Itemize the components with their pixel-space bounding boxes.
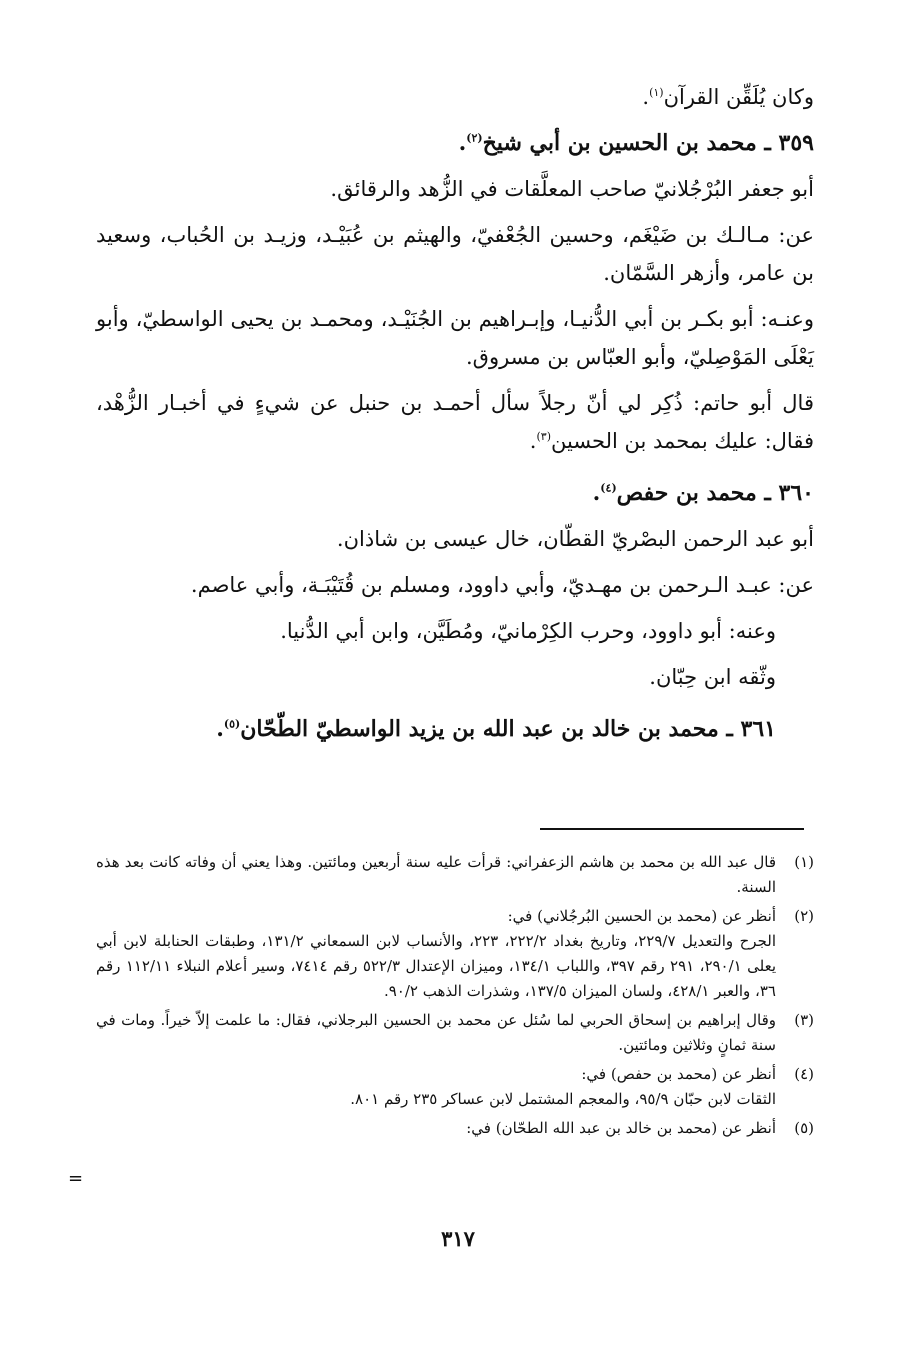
footnote-4 [96, 1062, 814, 1112]
footnote-3 [96, 1008, 814, 1058]
entry-359-heading [96, 124, 814, 162]
entry-359-quote-end: . [529, 429, 537, 453]
opening-end: . [642, 85, 650, 109]
continuation-mark: = [68, 1168, 84, 1189]
entry-359-title: ٣٥٩ ـ محمد بن الحسين بن أبي شيخ [482, 130, 814, 156]
entry-359-students: وعنـه: أبو بكـر بن أبي الدُّنيـا، وإبـراهيم بن الجُنَيْـد، ومحمـد بن يحيى الواسطيّ، وأبو يَعْلَى المَوْصِليّ، وأبو العبّاس بن مسروق. [96, 307, 814, 369]
page-number: ٣١٧ [441, 1226, 475, 1251]
entry-360-title: ٣٦٠ ـ محمد بن حفص [616, 480, 814, 506]
entry-360-description: أبو عبد الرحمن البصْريّ القطّان، خال عيسى بن شاذان. [336, 527, 814, 551]
footnote-1 [96, 850, 814, 900]
entry-361-heading-end: . [216, 716, 224, 742]
footnote-line: قال عبد الله بن محمد بن هاشم الزعفراني: قرأت عليه سنة أربعين ومائتين. وهذا يعني أن وفاته كانت بعد هذه السنة. [96, 853, 776, 896]
footnote-line: أنظر عن (محمد بن حفص) في: [581, 1065, 776, 1083]
footnote-line: أنظر عن (محمد بن خالد بن عبد الله الطحّان) في: [466, 1119, 776, 1137]
footnote-ref-5: (٥) [223, 717, 241, 731]
entry-359-description: أبو جعفر البُرْجُلانيّ صاحب المعلَّقات في الزُّهد والرقائق. [330, 177, 814, 201]
opening-text: وكان يُلَقِّن القرآن [663, 85, 814, 109]
entry-359-teachers: عن: مـالـك بن ضَيْغَم، وحسين الجُعْفيّ، والهيثم بن عُبَيْـد، وزيـد بن الحُباب، وسعيد بن عامر، وأزهر السَّمّان. [96, 223, 814, 285]
entry-359-heading-end: . [458, 130, 467, 156]
footnote-ref-4: (٤) [600, 481, 617, 495]
footnote-body [96, 904, 776, 1004]
footnote-number: (٤) [794, 1065, 814, 1083]
entry-359-quote-text: قال أبو حاتم: ذُكِر لي أنّ رجلاً سأل أحمـد بن حنبل عن شيءٍ في أخبـار الزُّهْد، فقال: عليك بمحمد بن الحسين [96, 391, 814, 453]
footnote-line: الجرح والتعديل ٢٢٩/٧، وتاريخ بغداد ٢٢٢/٢، ٢٢٣، والأنساب لابن السمعاني ١٣١/٢، وطبقات الحنابلة لابن أبي يعلى ٢٩٠/١، ٢٩١ رقم ٣٩٧، واللباب ١٣٤/١، وميزان الإعتدال ٥٢٢/٣ رقم ٧٤١٤، وسير أعلام النبلاء ١١٢/١١ رقم ٣٦، والعبر ٤٢٨/١، ولسان الميزان ١٣٧/٥، وشذرات الذهب ٩٠/٢. [96, 932, 776, 1000]
entry-359-quote [96, 384, 814, 460]
footnotes [96, 850, 814, 1145]
footnote-line: أنظر عن (محمد بن الحسين البُرجُلاني) في: [507, 907, 776, 925]
footnote-body [96, 1062, 776, 1112]
footnote-ref-3: (٣) [536, 430, 551, 443]
entry-360-heading [96, 474, 814, 512]
footnote-number: (٢) [794, 907, 814, 925]
footnote-ref-1: (١) [649, 86, 664, 99]
footnote-separator [540, 828, 804, 830]
entry-360-students: وعنه: أبو داوود، وحرب الكِرْمانيّ، ومُطَيَّن، وابن أبي الدُّنيا. [280, 619, 776, 643]
footnote-ref-2: (٢) [466, 131, 483, 145]
footnote-body [96, 1116, 776, 1141]
entry-360-heading-end: . [592, 480, 601, 506]
footnote-number: (٣) [794, 1011, 814, 1029]
entry-360-trust: وثّقه ابن حِبّان. [649, 665, 776, 689]
footnote-body [96, 1008, 776, 1058]
footnote-line: الثقات لابن حبّان ٩٥/٩، والمعجم المشتمل لابن عساكر ٢٣٥ رقم ٨٠١. [350, 1090, 776, 1108]
entry-361-title: ٣٦١ ـ محمد بن خالد بن عبد الله بن يزيد الواسطيّ الطّحّان [240, 716, 776, 742]
footnote-number: (١) [794, 853, 814, 871]
entry-360-teachers: عن: عبـد الـرحمن بن مهـديّ، وأبي داوود، ومسلم بن قُتَيْبَـة، وأبي عاصم. [190, 573, 814, 597]
footnote-line: وقال إبراهيم بن إسحاق الحربي لما سُئل عن محمد بن الحسين البرجلاني، فقال: ما علمت إلاّ خيراً. ومات في سنة ثمانٍ وثلاثين ومائتين. [96, 1011, 776, 1054]
footnote-5 [96, 1116, 814, 1141]
footnote-2 [96, 904, 814, 1004]
footnote-body [96, 850, 776, 900]
entry-361-heading [96, 710, 814, 748]
footnote-number: (٥) [794, 1119, 814, 1137]
main-text [96, 78, 814, 756]
opening-line [96, 78, 814, 116]
